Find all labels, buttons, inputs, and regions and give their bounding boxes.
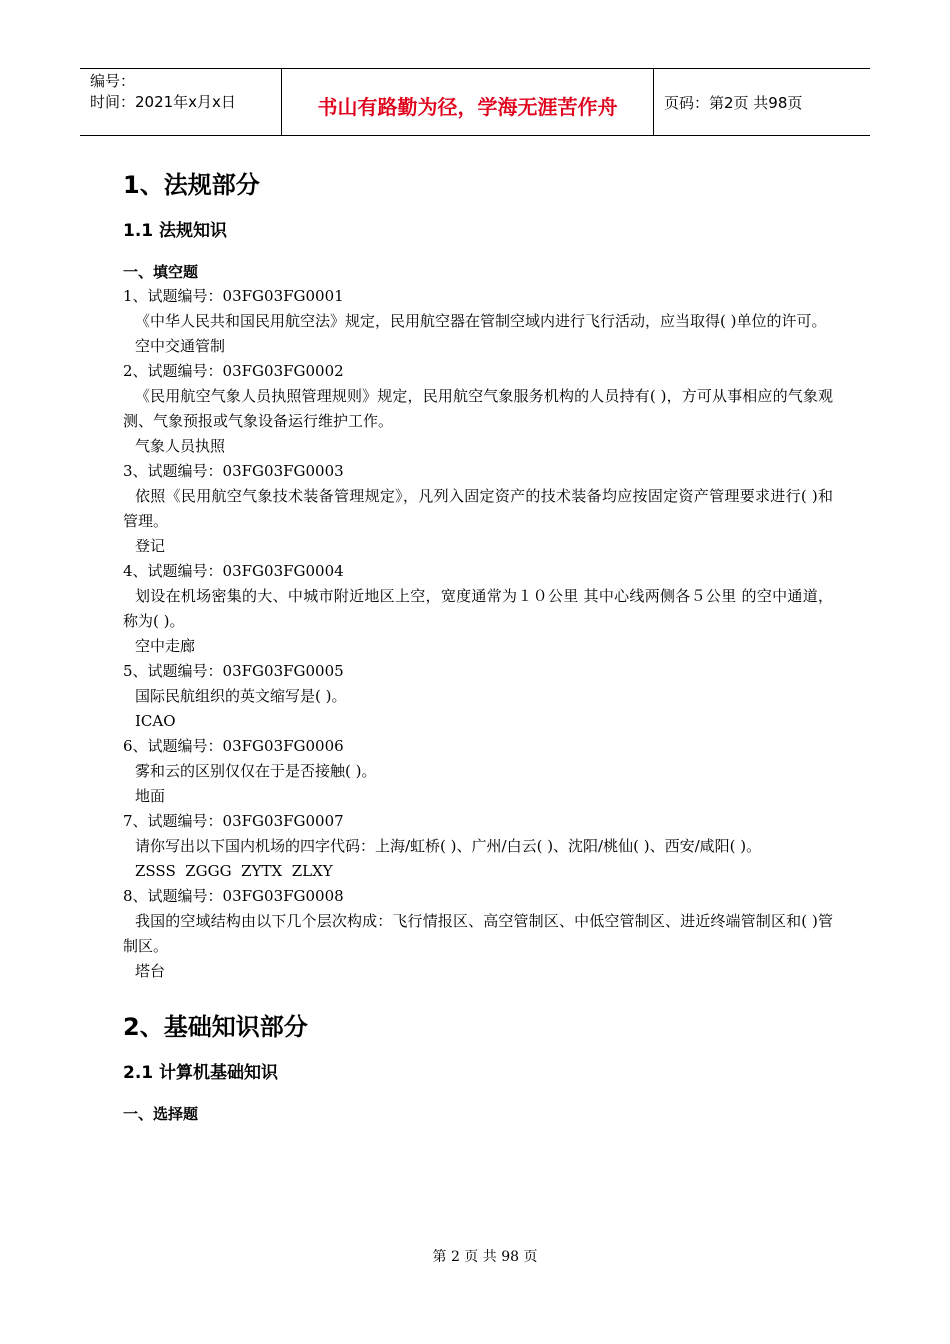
question-type-heading: 一、填空题 xyxy=(123,263,199,281)
section-title: 2、基础知识部分 xyxy=(123,1013,308,1041)
header-left-cell xyxy=(80,69,282,135)
question-id: 8、试题编号：03FG03FG0008 xyxy=(123,887,344,905)
question-type-heading: 一、选择题 xyxy=(123,1105,199,1123)
question-block xyxy=(123,284,833,359)
question-id: 2、试题编号：03FG03FG0002 xyxy=(123,362,344,380)
question-answer: 空中交通管制 xyxy=(135,337,226,355)
question-id: 1、试题编号：03FG03FG0001 xyxy=(123,287,344,305)
question-block xyxy=(123,459,833,559)
question-block xyxy=(123,559,833,659)
page-footer: 第 2 页 共 98 页 xyxy=(432,1249,538,1265)
document-body xyxy=(123,160,833,1126)
question-answer: ICAO xyxy=(135,712,176,730)
subsection-title: 2.1 计算机基础知识 xyxy=(123,1063,279,1083)
page-header xyxy=(80,68,870,136)
question-text: 《中华人民共和国民用航空法》规定，民用航空器在管制空域内进行飞行活动，应当取得( )单位的许可。 xyxy=(135,312,827,330)
question-id: 5、试题编号：03FG03FG0005 xyxy=(123,662,344,680)
question-block xyxy=(123,659,833,734)
question-id: 6、试题编号：03FG03FG0006 xyxy=(123,737,344,755)
question-answer: ZSSS ZGGG ZYTX ZLXY xyxy=(135,862,333,880)
question-block xyxy=(123,884,833,984)
header-number: 编号： xyxy=(90,72,136,90)
question-answer: 登记 xyxy=(135,537,166,555)
question-id: 7、试题编号：03FG03FG0007 xyxy=(123,812,344,830)
question-answer: 地面 xyxy=(135,787,166,805)
question-answer: 气象人员执照 xyxy=(135,437,226,455)
question-text: 《民用航空气象人员执照管理规则》规定，民用航空气象服务机构的人员持有( )，方可从事相应的气象观测、气象预报或气象设备运行维护工作。 xyxy=(123,387,833,430)
question-block xyxy=(123,734,833,809)
header-motto: 书山有路勤为径，学海无涯苦作舟 xyxy=(282,69,654,135)
section-title: 1、法规部分 xyxy=(123,171,260,199)
question-text: 依照《民用航空气象技术装备管理规定》，凡列入固定资产的技术装备均应按固定资产管理要求进行( )和管理。 xyxy=(123,487,833,530)
question-text: 请你写出以下国内机场的四字代码：上海/虹桥( )、广州/白云( )、沈阳/桃仙( )、西安/咸阳( )。 xyxy=(135,837,762,855)
question-text: 我国的空域结构由以下几个层次构成：飞行情报区、高空管制区、中低空管制区、进近终端管制区和( )管制区。 xyxy=(123,912,833,955)
question-text: 国际民航组织的英文缩写是( )。 xyxy=(135,687,347,705)
header-date: 时间：2021年x月x日 xyxy=(90,93,236,111)
question-answer: 塔台 xyxy=(135,962,166,980)
question-answer: 空中走廊 xyxy=(135,637,196,655)
question-id: 3、试题编号：03FG03FG0003 xyxy=(123,462,344,480)
question-block xyxy=(123,359,833,459)
question-text: 划设在机场密集的大、中城市附近地区上空，宽度通常为１０公里 其中心线两侧各５公里 的空中通道，称为( )。 xyxy=(123,587,833,630)
question-text: 雾和云的区别仅仅在于是否接触( )。 xyxy=(135,762,377,780)
question-id: 4、试题编号：03FG03FG0004 xyxy=(123,562,344,580)
header-page-info: 页码：第2页 共98页 xyxy=(664,93,803,112)
subsection-title: 1.1 法规知识 xyxy=(123,221,228,241)
question-block xyxy=(123,809,833,884)
